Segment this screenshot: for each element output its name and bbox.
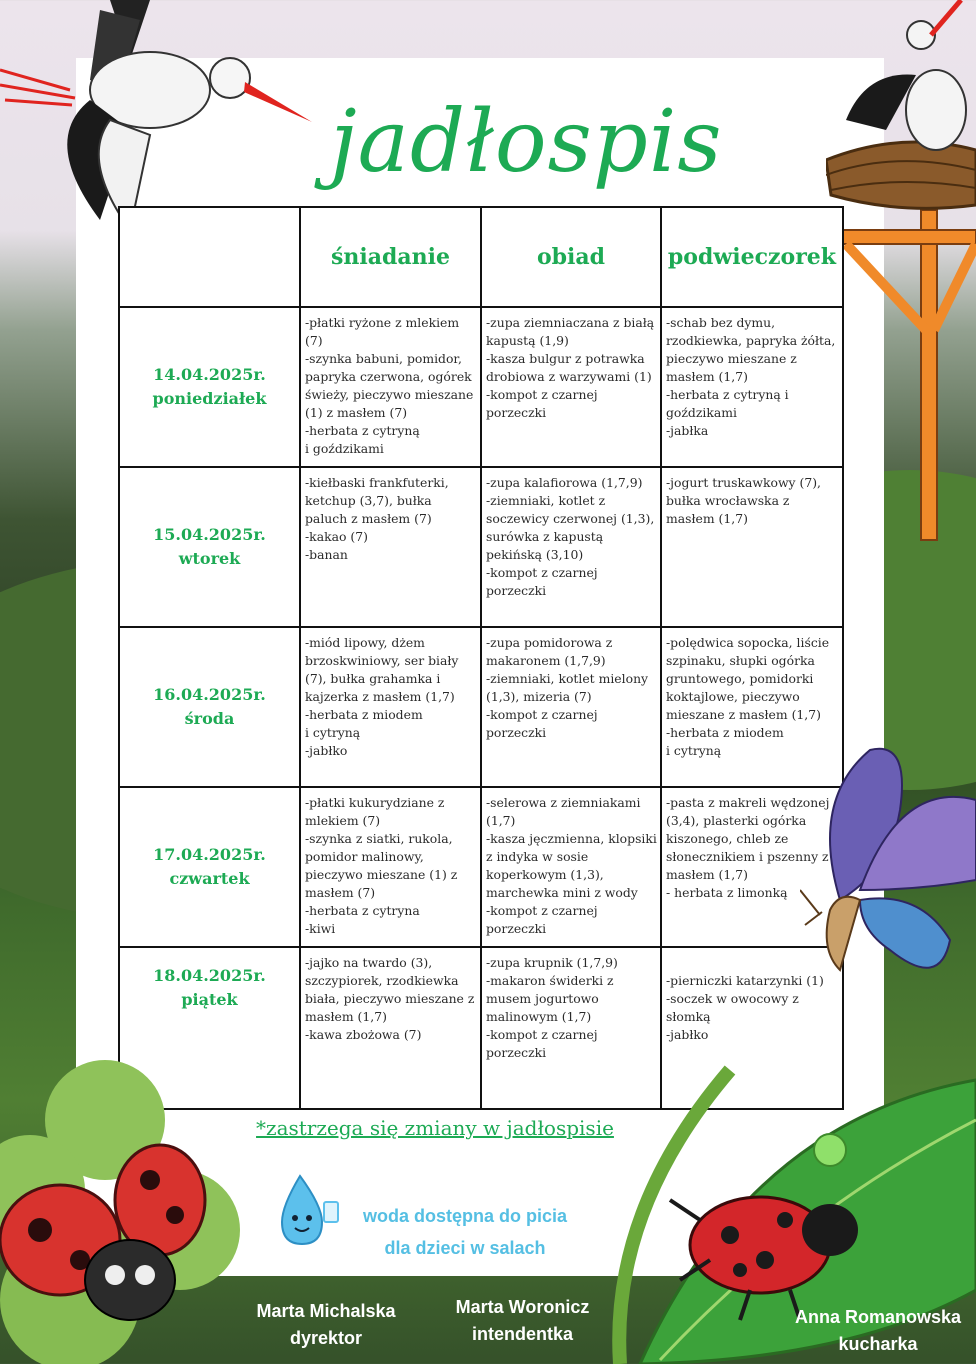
day-cell xyxy=(119,787,300,947)
menu-header-row xyxy=(119,207,843,307)
lunch-cell: -selerowa z ziemniakami (1,7) -kasza jęczmienna, klopsiki z indyka w sosie koperkowym (1,3), marchewka mini z wody -kompot z czarnej porzeczki xyxy=(481,787,661,947)
day-weekday: środa xyxy=(184,709,235,728)
day-weekday: poniedziałek xyxy=(152,389,267,408)
snack-cell: -schab bez dymu, rzodkiewka, papryka żółta, pieczywo mieszane z masłem (1,7) -herbata z cytryną i goździkami -jabłka xyxy=(661,307,843,467)
day-cell xyxy=(119,307,300,467)
signature-intendent xyxy=(430,1294,615,1348)
day-date: 17.04.2025r. xyxy=(153,845,266,864)
lunch-cell: -zupa kalafiorowa (1,7,9) -ziemniaki, kotlet z soczewicy czerwonej (1,3), surówka z kapustą pekińską (3,10) -kompot z czarnej porzeczki xyxy=(481,467,661,627)
stork-nest-illustration xyxy=(826,0,976,560)
signature-name: Marta Michalska xyxy=(256,1301,396,1321)
menu-change-note: *zastrzega się zmiany w jadłospisie xyxy=(256,1116,614,1140)
breakfast-cell: -miód lipowy, dżem brzoskwiniowy, ser biały (7), bułka grahamka i kajzerka z masłem (1,7) -herbata z miodem i cytryną -jabłko xyxy=(300,627,481,787)
butterfly-illustration xyxy=(800,740,976,1000)
day-weekday: czwartek xyxy=(169,869,250,888)
signature-role: intendentka xyxy=(471,1324,573,1344)
day-date: 18.04.2025r. xyxy=(153,966,266,985)
clover-ladybug-illustration xyxy=(0,1050,250,1364)
day-date: 15.04.2025r. xyxy=(153,525,266,544)
breakfast-cell: -kiełbaski frankfuterki, ketchup (3,7), bułka paluch z masłem (7) -kakao (7) -banan xyxy=(300,467,481,627)
menu-table xyxy=(118,206,844,1110)
header-lunch: obiad xyxy=(481,207,661,307)
signature-cook xyxy=(780,1304,976,1358)
header-empty-cell xyxy=(119,207,300,307)
day-cell xyxy=(119,467,300,627)
header-snack: podwieczorek xyxy=(661,207,843,307)
water-info-line-2: dla dzieci w salach xyxy=(384,1238,546,1258)
table-row xyxy=(119,307,843,467)
day-date: 16.04.2025r. xyxy=(153,685,266,704)
signature-role: dyrektor xyxy=(289,1328,363,1348)
breakfast-cell: -płatki kukurydziane z mlekiem (7) -szynka z siatki, rukola, pomidor malinowy, pieczywo mieszane (1) z masłem (7) -herbata z cytryna -kiwi xyxy=(300,787,481,947)
header-breakfast: śniadanie xyxy=(300,207,481,307)
table-row xyxy=(119,627,843,787)
table-row xyxy=(119,787,843,947)
signature-name: Anna Romanowska xyxy=(794,1307,962,1327)
day-date: 14.04.2025r. xyxy=(153,365,266,384)
signature-role: kucharka xyxy=(838,1334,918,1354)
signature-director xyxy=(236,1298,416,1352)
snack-cell: -jogurt truskawkowy (7), bułka wrocławska z masłem (1,7) xyxy=(661,467,843,627)
breakfast-cell: -jajko na twardo (3), szczypiorek, rzodkiewka biała, pieczywo mieszane z masłem (1,7) -kawa zbożowa (7) xyxy=(300,947,481,1109)
page-title: jadłospis xyxy=(330,92,723,192)
stork-flying-illustration xyxy=(0,0,320,240)
snack-cell: -pasta z makreli wędzonej (3,4), plasterki ogórka kiszonego, chleb ze słonecznikiem i pszenny z masłem (1,7) - herbata z limonką xyxy=(661,787,843,947)
day-cell xyxy=(119,627,300,787)
water-info xyxy=(330,1200,600,1264)
snack-cell: -polędwica sopocka, liście szpinaku, słupki ogórka gruntowego, pomidorki koktajlowe, pieczywo mieszane z masłem (1,7) -herbata z miodem i cytryną xyxy=(661,627,843,787)
breakfast-cell: -płatki ryżone z mlekiem (7) -szynka babuni, pomidor, papryka czerwona, ogórek świeży, pieczywo mieszane (1) z masłem (7) -herbata z cytryną i goździkami xyxy=(300,307,481,467)
table-row xyxy=(119,467,843,627)
day-weekday: wtorek xyxy=(178,549,241,568)
lunch-cell: -zupa ziemniaczana z białą kapustą (1,9) -kasza bulgur z potrawka drobiowa z warzywami (1) -kompot z czarnej porzeczki xyxy=(481,307,661,467)
lunch-cell: -zupa krupnik (1,7,9) -makaron świderki z musem jogurtowo malinowym (1,7) -kompot z czarnej porzeczki xyxy=(481,947,661,1109)
snack-cell: -pierniczki katarzynki (1) -soczek w owocowy z słomką -jabłko xyxy=(661,947,843,1109)
water-info-line-1: woda dostępna do picia xyxy=(362,1206,568,1226)
signature-name: Marta Woronicz xyxy=(455,1297,590,1317)
day-weekday: piątek xyxy=(181,990,238,1009)
lunch-cell: -zupa pomidorowa z makaronem (1,7,9) -ziemniaki, kotlet mielony (1,3), mizeria (7) -kompot z czarnej porzeczki xyxy=(481,627,661,787)
